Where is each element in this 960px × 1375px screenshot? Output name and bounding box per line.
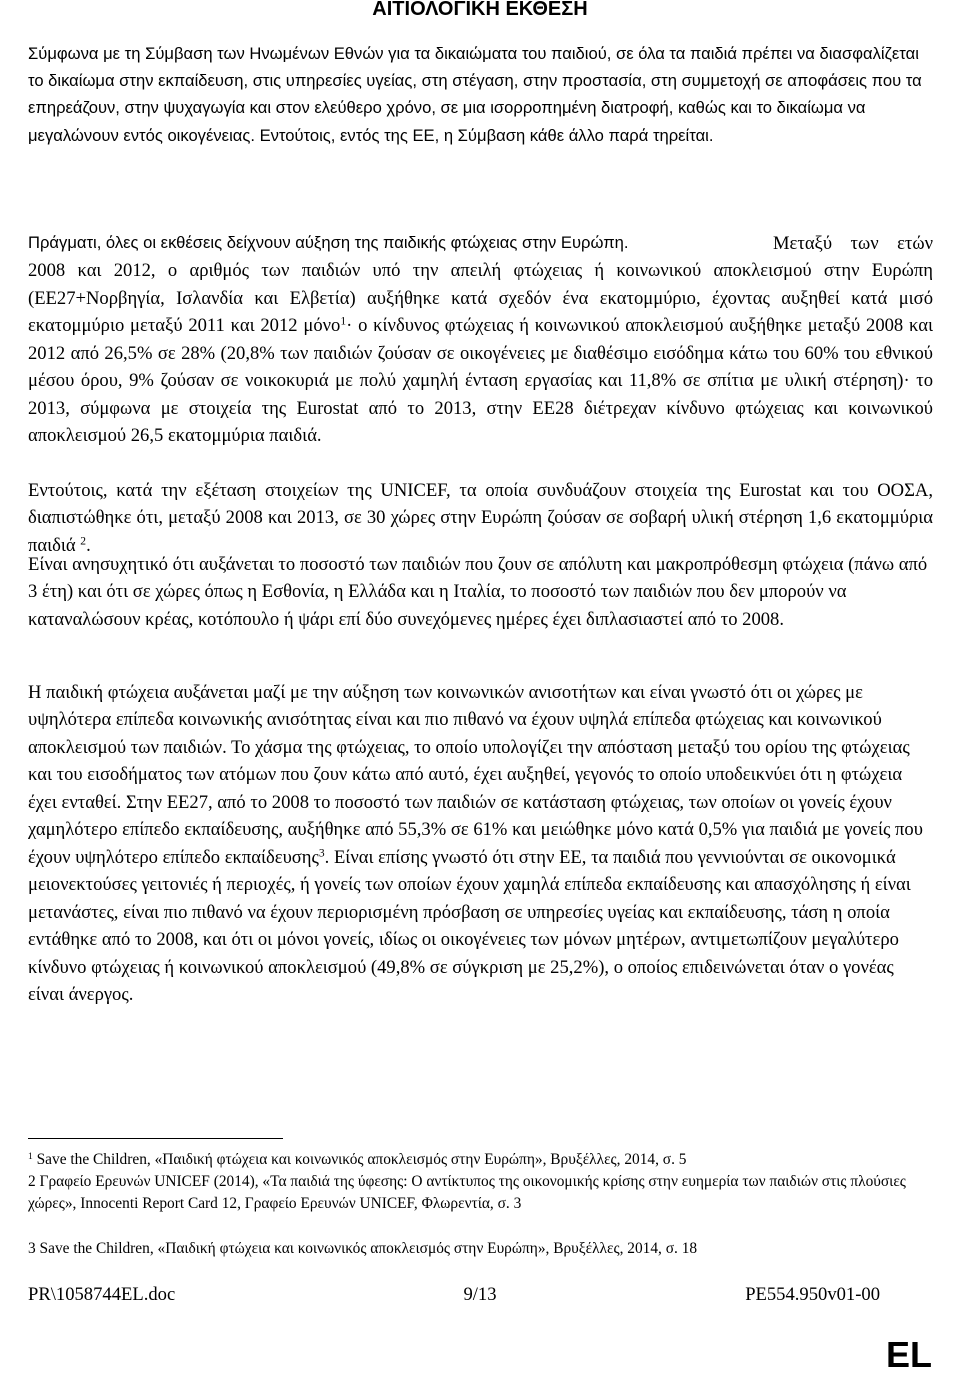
footer-page-number: 9/13 (463, 1284, 497, 1305)
footnote-3 (28, 1238, 933, 1260)
paragraph-2-lead-text: Πράγματι, όλες οι εκθέσεις δείχνουν αύξηση της παιδικής φτώχειας στην Ευρώπη. (28, 233, 629, 252)
paragraph-5 (28, 679, 933, 1008)
footnote-ref-2: 2 (80, 535, 87, 548)
footnote-2-number: 2 (28, 1173, 36, 1190)
language-code: EL (885, 1334, 932, 1375)
page-title: ΑΙΤΙΟΛΟΓΙΚΗ ΕΚΘΕΣΗ (372, 0, 588, 20)
paragraph-5-text-a: Η παιδική φτώχεια αυξάνεται μαζί με την αύξηση των κοινωνικών ανισοτήτων και είναι γνωστό ότι οι χώρες με υψηλότερα επίπεδα κοινωνικής ανισότητας είναι και πιο πιθανό να έχουν υψηλά επίπεδα φτώχειας και κοινωνικού αποκλεισμού των παιδιών. Το χάσμα της φτώχειας, το οποίο υπολογίζει την απόσταση μεταξύ του ορίου της φτώχειας και του εισοδήματος των ατόμων που ζουν κάτω από αυτό, έχει αυξηθεί, γεγονός το οποίο υποδεικνύει ότι η φτώχεια έχει ενταθεί. Στην ΕΕ27, από το 2008 το ποσοστό των παιδιών σε κατάσταση φτώχειας, των οποίων οι γονείς έχουν χαμηλότερο επίπεδο εκπαίδευσης, αυξήθηκε από 55,3% σε 61% και μειώθηκε μόνο κατά 0,5% για παιδιά με γονείς που έχουν υψηλότερο επίπεδο εκπαίδευσης (28, 682, 923, 868)
paragraph-2 (28, 230, 933, 450)
paragraph-4: Είναι ανησυχητικό ότι αυξάνεται το ποσοστό των παιδιών που ζουν σε απόλυτη και μακροπρόθεσμη φτώχεια (πάνω από 3 έτη) και ότι σε χώρες όπως η Εσθονία, η Ελλάδα και η Ιταλία, το ποσοστό των παιδιών που δεν μπορούν να καταναλώσουν κρέας, κοτόπουλο ή ψάρι επί δύο συνεχόμενες ημέρες έχει διπλασιαστεί από το 2008. (28, 554, 928, 630)
paragraph-2-text-a: Μεταξύ των ετών 2008 και 2012, ο αριθμός των παιδιών υπό την απειλή φτώχειας ή κοινωνικού αποκλεισμού στην Ευρώπη (ΕΕ27+Νορβηγία, Ισλανδία και Ελβετία) αυξήθηκε κατά σχεδόν ένα εκατομμύριο, έχοντας αυξηθεί κατά μισό εκατομμύριο μεταξύ 2011 και 2012 μόνο (28, 233, 933, 337)
paragraph-2-text-b: · ο κίνδυνος φτώχειας ή κοινωνικού αποκλεισμού αυξήθηκε μεταξύ 2008 και 2012 από 26,5% σε 28% (20,8% των παιδιών ζούσαν σε οικογένειες με διαθέσιμο εισόδημα κάτω του 60% του εθνικού μέσου όρου, 9% ζούσαν σε νοικοκυριά με πολύ χαμηλή ένταση εργασίας και 11,8% σε σπίτια με υλική στέρηση)· το 2013, σύμφωνα με στοιχεία της Eurostat από το 2013, στην ΕΕ28 διέτρεχαν κίνδυνο φτώχειας και κοινωνικού αποκλεισμού 26,5 εκατομμύρια παιδιά. (28, 315, 933, 447)
paragraph-5-text-b: . Είναι επίσης γνωστό ότι στην ΕΕ, τα παιδιά που γεννιούνται σε οικονομικά μειονεκτούσες γειτονιές ή περιοχές, ή γονείς των οποίων έχουν χαμηλά επίπεδα εκπαίδευσης και απασχόλησης ή είναι μετανάστες, είναι πιο πιθανό να έχουν περιορισμένη πρόσβαση σε υπηρεσίες υγείας και εκπαίδευσης, τάση η οποία εντάθηκε από το 2008, και ότι οι μόνοι γονείς, ιδίως οι οικογένειες των μόνων μητέρων, αντιμετωπίζουν μεγαλύτερο κίνδυνο φτώχειας ή κοινωνικού αποκλεισμού (49,8% σε σύγκριση με 25,2%), ο οποίος επιδεινώνεται όταν ο γονέας είναι άνεργος. (28, 846, 911, 1005)
footnote-2 (28, 1171, 933, 1215)
footnote-1-text: Save the Children, «Παιδική φτώχεια και κοινωνικός αποκλεισμός στην Ευρώπη», Βρυξέλλες, 2014, σ. 5 (32, 1151, 687, 1168)
footnote-3-number: 3 (28, 1240, 36, 1257)
footnote-1-number: 1 (28, 1150, 33, 1162)
paragraph-3-text: Εντούτοις, κατά την εξέταση στοιχείων της UNICEF, τα οποία συνδυάζουν στοιχεία της Eurostat και του ΟΟΣΑ, διαπιστώθηκε ότι, μεταξύ 2008 και 2013, σε 30 χώρες στην Ευρώπη ζούσαν σε σοβαρή υλική στέρηση 1,6 εκατομμύρια παιδιά (28, 480, 933, 556)
footer-doc-ref: PR\1058744EL.doc (28, 1284, 176, 1305)
paragraph-1: Σύμφωνα με τη Σύμβαση των Ηνωμένων Εθνών για τα δικαιώματα του παιδιού, σε όλα τα παιδιά πρέπει να διασφαλίζεται το δικαίωμα στην εκπαίδευση, στις υπηρεσίες υγείας, στη στέγαση, στην προστασία, στη συμμετοχή σε αποφάσεις που τα επηρεάζουν, στην ψυχαγωγία και στον ελεύθερο χρόνο, σε μια ισορροπημένη διατροφή, καθώς και το δικαίωμα να μεγαλώνουν εντός οικογένειας. Εντούτοις, εντός της ΕΕ, η Σύμβαση κάθε άλλο παρά τηρείται. (28, 44, 922, 145)
footnote-ref-3: 3 (318, 847, 325, 860)
footnote-3-text: Save the Children, «Παιδική φτώχεια και κοινωνικός αποκλεισμός στην Ευρώπη», Βρυξέλλες, 2014, σ. 18 (35, 1240, 698, 1257)
paragraph-3: Εντούτοις, κατά την εξέταση στοιχείων της UNICEF, τα οποία συνδυάζουν στοιχεία της Eurostat και του ΟΟΣΑ, διαπιστώθηκε ότι, μεταξύ 2008 και 2013, σε 30 χώρες στην Ευρώπη ζούσαν σε σοβαρή υλική στέρηση 1,6 εκατομμύρια παιδιά $^2$. (28, 480, 933, 556)
footnote-ref-1: 1 (340, 316, 347, 329)
footer-version: PE554.950v01-00 (745, 1284, 880, 1305)
footnote-1 (28, 1149, 933, 1171)
footnote-2-text: Γραφείο Ερευνών UNICEF (2014), «Τα παιδιά της ύφεσης: Ο αντίκτυπος της οικονομικής κρίσης στην ευημερία των παιδιών στις πλούσιες χώρες», Innocenti Report Card 12, Γραφείο Ερευνών UNICEF, Φλωρεντία, σ. 3 (28, 1173, 906, 1213)
footnote-separator (28, 1138, 283, 1139)
